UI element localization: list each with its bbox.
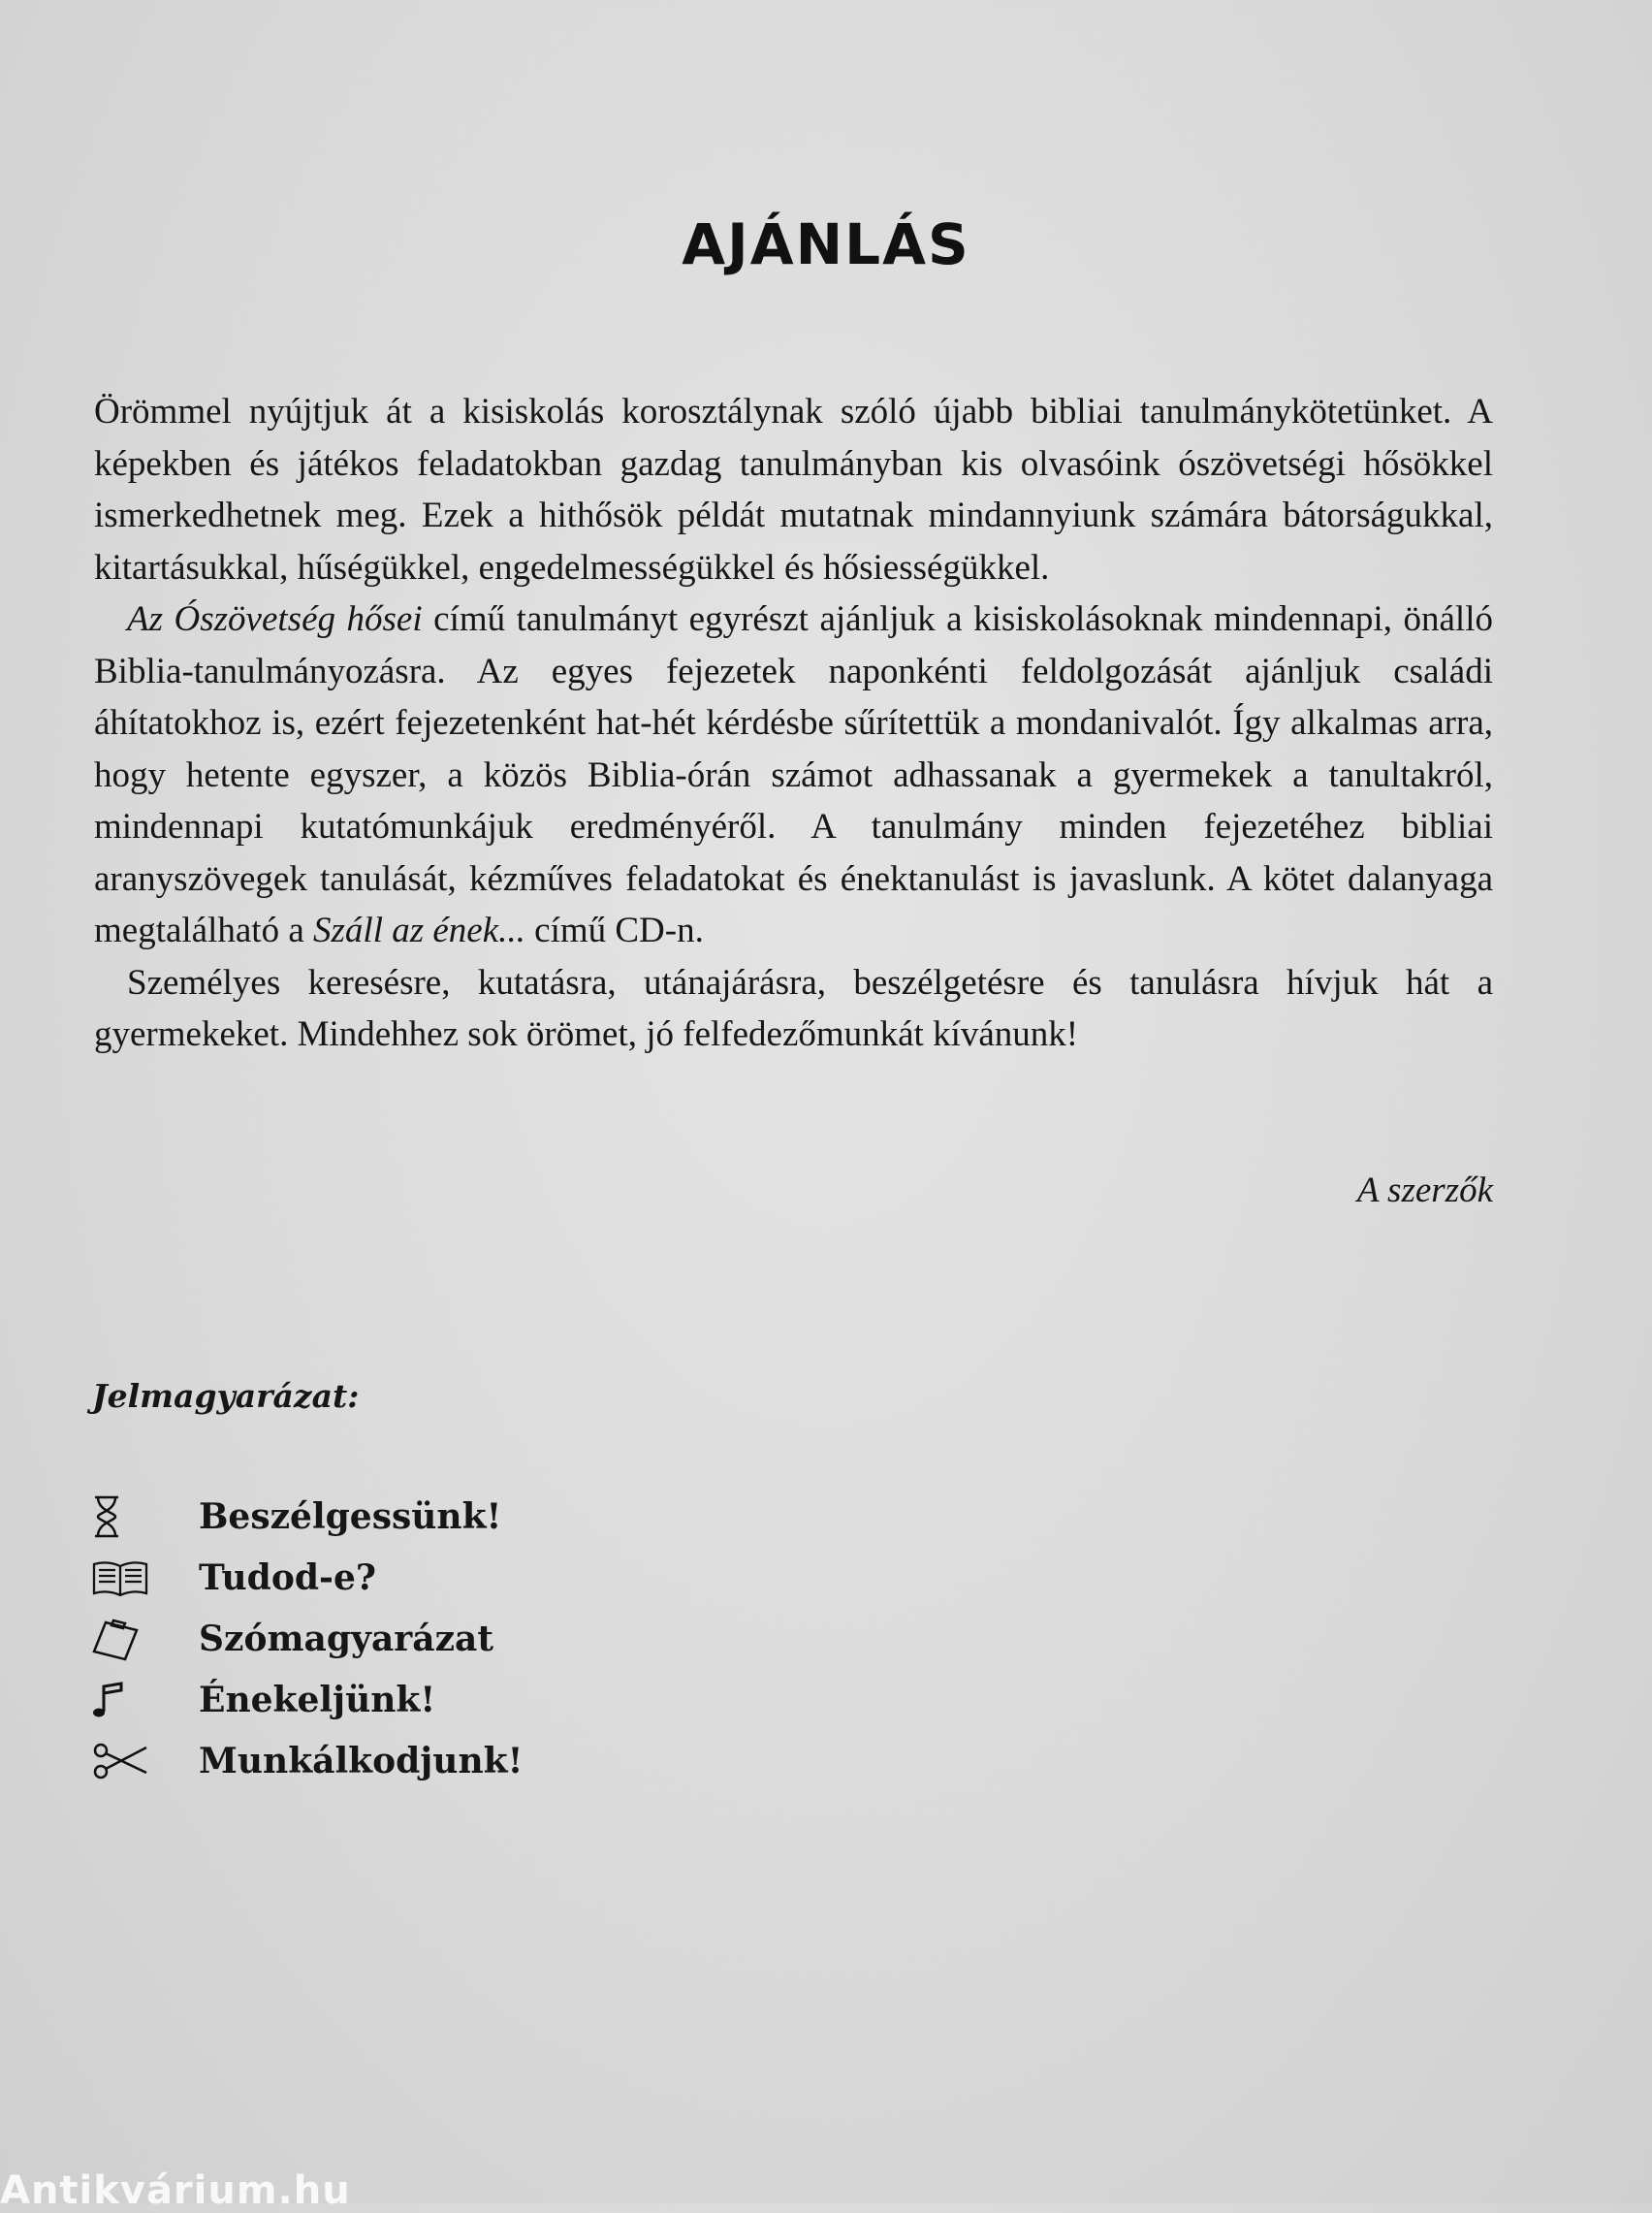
book-title: Az Ószövetség hősei: [127, 599, 423, 639]
page-title: AJÁNLÁS: [682, 211, 970, 277]
cd-title: Száll az ének...: [313, 911, 525, 950]
legend-label: Szómagyarázat: [199, 1618, 493, 1659]
signature: A szerzők: [1356, 1171, 1493, 1210]
legend-list: [92, 1486, 523, 1791]
book-icon: [92, 1554, 199, 1602]
legend-item: [92, 1486, 523, 1547]
scissors-icon: [92, 1737, 199, 1785]
paragraph-2-end: című CD-n.: [524, 911, 704, 950]
legend-item: [92, 1608, 523, 1669]
intro-paragraph-3: Személyes keresésre, kutatásra, utánajárásra, beszélgetésre és tanulásra hívjuk hát a gyermekeket. Mindehhez sok örömet, jó felfedezőmunkát kívánunk!: [94, 962, 1493, 1054]
clipboard-icon: [92, 1615, 199, 1663]
legend-item: [92, 1669, 523, 1730]
hourglass-icon: [92, 1492, 199, 1541]
music-note-icon: [92, 1676, 199, 1724]
legend-label: Beszélgessünk!: [199, 1495, 502, 1537]
intro-paragraph-1: Örömmel nyújtjuk át a kisiskolás korosztálynak szóló újabb bibliai tanulmánykötetünket. A képekben és játékos feladatokban gazdag tanulmányban kis olvasóink ószövetségi hősökkel ismerkedhetnek meg. Ezek a hithősök példát mutatnak mindannyiunk számára bátorságukkal, kitartásukkal, hűségükkel, engedelmességükkel és hősiességükkel.: [94, 392, 1493, 588]
legend-label: Tudod-e?: [199, 1556, 376, 1598]
paragraph-2-text: című tanulmányt egyrészt ajánljuk a kisiskolásoknak mindennapi, önálló Biblia-tanulmányozásra. Az egyes fejezetek naponkénti feldolgozását ajánljuk családi áhítatokhoz is, ezért fejezetenként hat-hét kérdésbe sűrítettük a mondanivalót. Így alkalmas arra, hogy hetente egyszer, a közös Biblia-órán számot adhassanak a gyermekek a tanultakról, mindennapi kutatómunkájuk eredményéről. A tanulmány minden fejezetéhez bibliai aranyszövegek tanulását, kézműves feladatokat és énektanulást is javaslunk. A kötet dalanyaga megtalálható a: [94, 599, 1493, 950]
intro-paragraph-2: [94, 593, 1493, 957]
legend-item: [92, 1547, 523, 1608]
legend-label: Munkálkodjunk!: [199, 1740, 524, 1781]
legend-title: Jelmagyarázat:: [92, 1377, 360, 1415]
watermark: Antikvárium.hu: [0, 2168, 351, 2213]
legend-item: [92, 1730, 523, 1791]
legend-label: Énekeljünk!: [199, 1679, 436, 1720]
intro-text: [94, 386, 1493, 1061]
